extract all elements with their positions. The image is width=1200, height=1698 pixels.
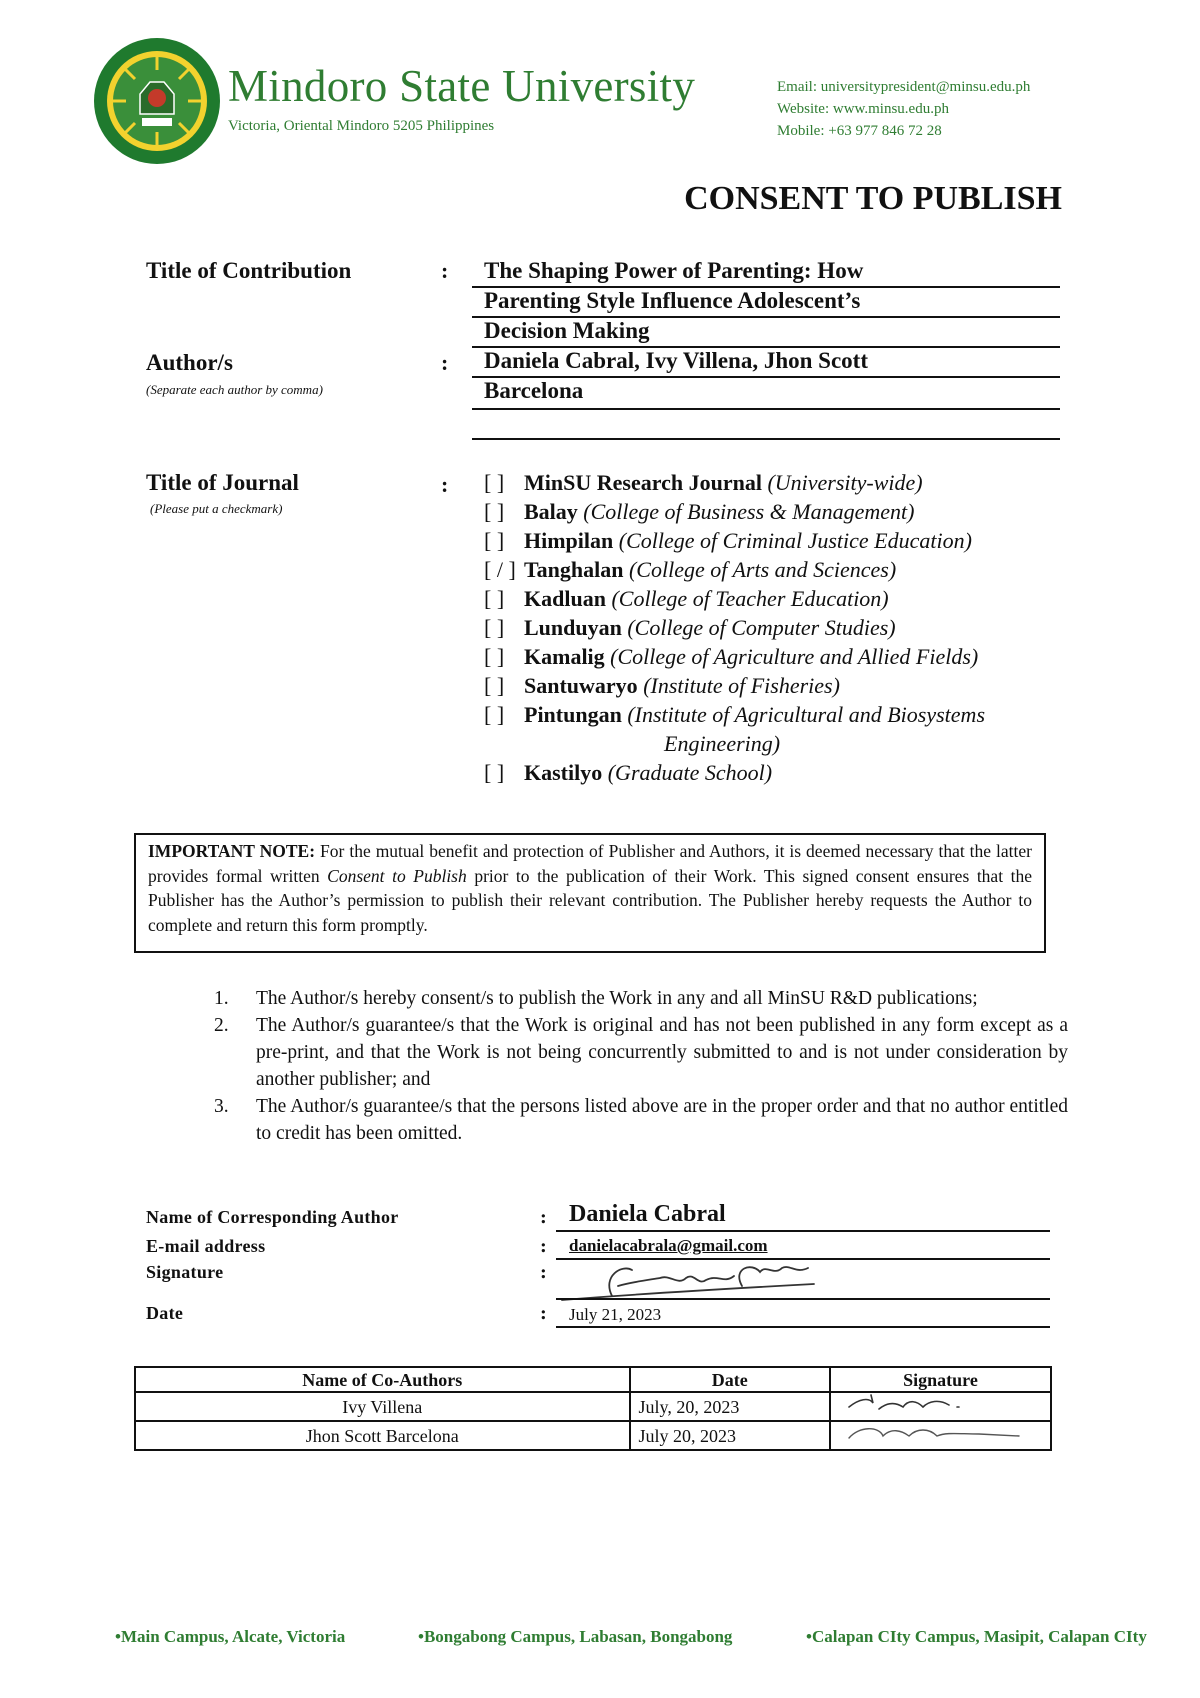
colon: : [540,1207,547,1228]
university-seal-logo [92,36,222,166]
corresponding-name-label: Name of Corresponding Author [146,1207,399,1227]
checkbox[interactable]: [ ] [484,586,505,611]
checkbox[interactable]: [ ] [484,470,505,495]
list-item: 2. The Author/s guarantee/s that the Work is original and has not been published in any form except as a pre-print, and that the Work is not being concurrently submitted to and is not under consideration by another publisher; and [214,1015,1068,1090]
authors-label: Author/s [146,350,233,375]
email-value: danielacabrala@gmail.com [569,1236,768,1255]
checkbox[interactable]: [ ] [484,760,505,785]
table-row [135,1421,1051,1450]
list-item: 3. The Author/s guarantee/s that the persons listed above are in the proper order and that no author entitled to credit has been omitted. [214,1096,1068,1144]
coauthor-signature [839,1422,1039,1444]
journal-option-minsu[interactable]: [ ] MinSU Research Journal (University-wide) [484,470,923,495]
authors-hint: (Separate each author by comma) [146,382,323,397]
checkbox[interactable]: [ ] [484,499,505,524]
journal-option-pintungan-cont: Engineering) [664,731,781,756]
coauthor-signature-cell [830,1392,1051,1421]
journal-label: Title of Journal [146,470,299,495]
authors-colon: : [441,350,449,375]
col-header-signature: Signature [830,1367,1051,1392]
journal-hint: (Please put a checkmark) [150,501,283,516]
contact-website: Website: www.minsu.edu.ph [777,101,949,117]
authors-line-2: Barcelona [484,378,584,403]
colon: : [540,1236,547,1257]
journal-colon: : [441,472,449,497]
contribution-colon: : [441,258,449,283]
checkbox[interactable]: [ ] [484,702,505,727]
date-value: July 21, 2023 [569,1305,662,1324]
list-item: 1. The Author/s hereby consent/s to publish the Work in any and all MinSU R&D publications; [214,988,978,1009]
note-text-2: prior to the publication of their Work. This signed consent ensures that the Publisher has the Author’s permission to publish their relevant contribution. The Publisher hereby requests the Author to complete and return this form promptly. [148,865,1032,935]
signature-label: Signature [146,1262,224,1282]
footer-campus-bongabong: •Bongabong Campus, Labasan, Bongabong [418,1627,733,1646]
colon: : [540,1303,547,1324]
field-underline [556,1298,1050,1300]
note-emphasis: Consent to Publish [327,865,467,886]
consent-terms-list [214,985,1068,1147]
journal-option-kadluan[interactable]: [ ] Kadluan (College of Teacher Education) [484,586,889,611]
authors-line-1: Daniela Cabral, Ivy Villena, Jhon Scott [484,348,869,373]
coauthors-table [134,1366,1052,1451]
coauthor-signature [839,1393,1039,1415]
coauthor-date: July 20, 2023 [630,1421,830,1450]
journal-option-himpilan[interactable]: [ ] Himpilan (College of Criminal Justice Education) [484,528,972,553]
checkbox[interactable]: [ ] [484,644,505,669]
journal-option-kamalig[interactable]: [ ] Kamalig (College of Agriculture and Allied Fields) [484,644,979,669]
colon: : [540,1262,547,1283]
field-underline-blank [472,438,1060,440]
university-name: Mindoro State University [228,61,696,111]
corresponding-name-value: Daniela Cabral [569,1201,726,1227]
contribution-line-1: The Shaping Power of Parenting: How [484,258,864,283]
coauthor-name: Jhon Scott Barcelona [135,1421,630,1450]
checkbox[interactable]: [ ] [484,673,505,698]
coauthor-date: July, 20, 2023 [630,1392,830,1421]
journal-option-balay[interactable]: [ ] Balay (College of Business & Management) [484,499,915,524]
col-header-date: Date [630,1367,830,1392]
contact-email: Email: universitypresident@minsu.edu.ph [777,79,1031,95]
contribution-label: Title of Contribution [146,258,352,283]
note-lead: IMPORTANT NOTE: [148,841,316,861]
table-row [135,1392,1051,1421]
date-label: Date [146,1303,184,1323]
field-underline [472,408,1060,410]
table-header-row [135,1367,1051,1392]
contribution-line-2: Parenting Style Influence Adolescent’s [484,288,861,313]
contact-block [777,76,1030,142]
journal-option-santuwaryo[interactable]: [ ] Santuwaryo (Institute of Fisheries) [484,673,840,698]
coauthor-name: Ivy Villena [135,1392,630,1421]
important-note-box [134,833,1046,953]
field-underline [556,1326,1050,1328]
col-header-name: Name of Co-Authors [135,1367,630,1392]
checkbox[interactable]: [ ] [484,528,505,553]
footer-campus-calapan: •Calapan CIty Campus, Masipit, Calapan CIty [806,1627,1147,1646]
journal-option-tanghalan[interactable]: [ / ] Tanghalan (College of Arts and Sciences) [484,557,897,582]
journal-option-kastilyo[interactable]: [ ] Kastilyo (Graduate School) [484,760,773,785]
contact-mobile: Mobile: +63 977 846 72 28 [777,123,942,139]
contribution-line-3: Decision Making [484,318,650,343]
email-label: E-mail address [146,1236,266,1256]
field-underline [556,1230,1050,1232]
note-text-1: For the mutual benefit and protection of Publisher and Authors, it is deemed necessary that the latter provides formal written [148,841,1032,886]
coauthor-signature-cell [830,1421,1051,1450]
journal-option-lunduyan[interactable]: [ ] Lunduyan (College of Computer Studies) [484,615,896,640]
footer-campus-main: •Main Campus, Alcate, Victoria [115,1627,346,1646]
journal-option-pintungan[interactable]: [ ] Pintungan (Institute of Agricultural and Biosystems [484,702,986,727]
checkbox-checked[interactable]: [ / ] [484,557,516,582]
page-title: CONSENT TO PUBLISH [684,180,1062,217]
university-address: Victoria, Oriental Mindoro 5205 Philippines [228,118,495,134]
checkbox[interactable]: [ ] [484,615,505,640]
